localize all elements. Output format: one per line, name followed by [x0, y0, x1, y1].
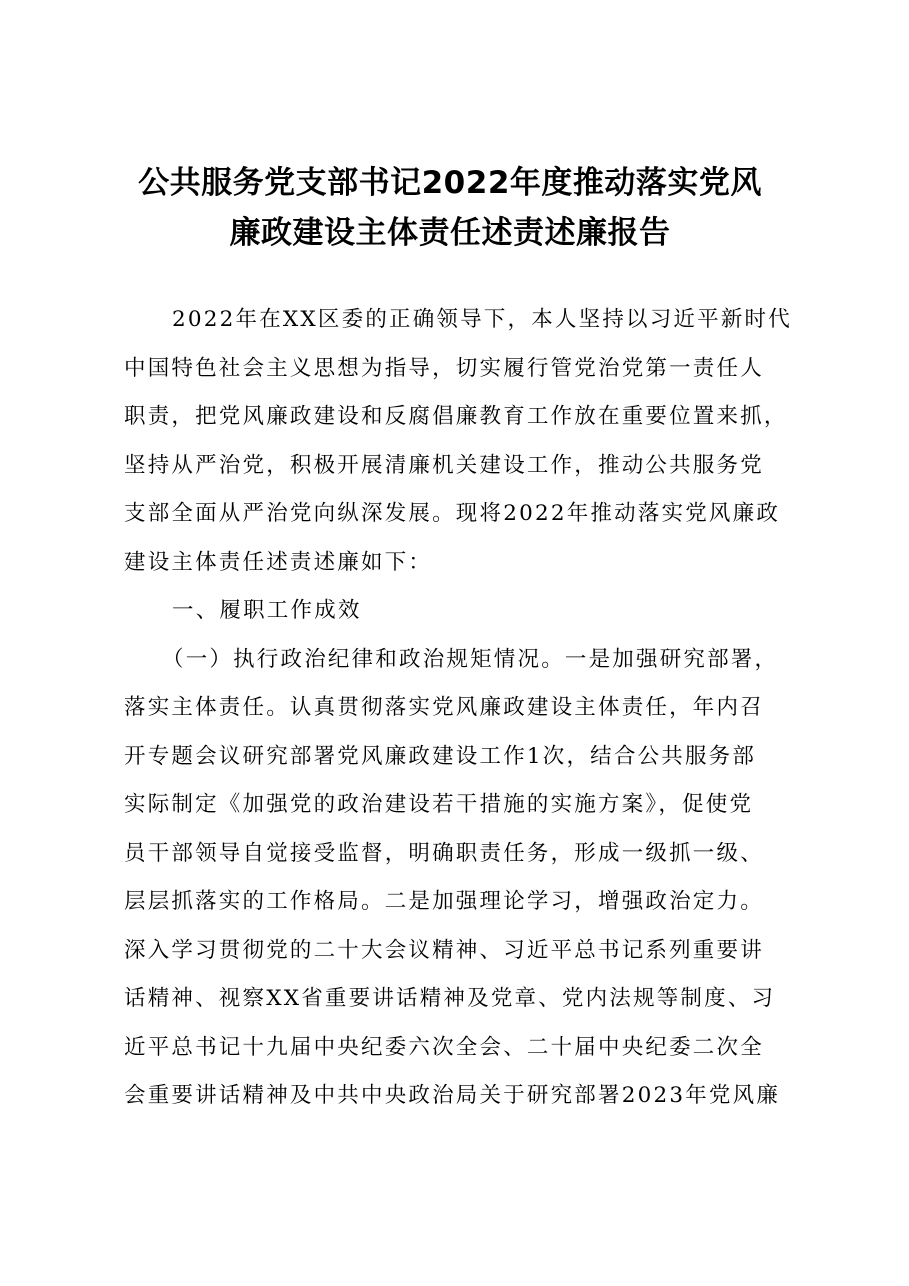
paragraph-line: 中国特色社会主义思想为指导，切实履行管党治党第一责任人: [124, 355, 764, 381]
paragraph-line: 2022年在XX区委的正确领导下，本人坚持以习近平新时代: [172, 307, 792, 332]
paragraph-line: 话精神、视察XX省重要讲话精神及党章、党内法规等制度、习: [124, 986, 776, 1011]
paragraph-line: 坚持从严治党，积极开展清廉机关建设工作，推动公共服务党: [124, 452, 764, 478]
section-heading: 一、履职工作成效: [172, 598, 362, 623]
title-line-1: 公共服务党支部书记2022年度推动落实党风: [138, 165, 762, 201]
paragraph-line: 职责，把党风廉政建设和反腐倡廉教育工作放在重要位置来抓，: [124, 404, 788, 429]
paragraph-intro: [124, 296, 804, 587]
paragraph-line: 员干部领导自觉接受监督，明确职责任务，形成一级抓一级、: [124, 840, 764, 866]
paragraph-line: 开专题会议研究部署党风廉政建设工作1次，结合公共服务部: [124, 743, 757, 769]
paragraph-line: 落实主体责任。认真贯彻落实党风廉政建设主体责任，年内召: [124, 695, 764, 720]
paragraph-line: 层层抓落实的工作格局。二是加强理论学习，增强政治定力。: [124, 889, 764, 914]
paragraph-line: 建设主体责任述责述廉如下：: [124, 549, 433, 575]
document-title: [100, 158, 800, 258]
paragraph-section-1: [124, 636, 804, 1121]
paragraph-line: 支部全面从严治党向纵深发展。现将2022年推动落实党风廉政: [124, 501, 781, 526]
paragraph-line: 实际制定《加强党的政治建设若干措施的实施方案》，促使党: [124, 792, 754, 817]
paragraph-line: 会重要讲话精神及中共中央政治局关于研究部署2023年党风廉: [124, 1083, 781, 1108]
document-body: [124, 296, 804, 1121]
paragraph-line: 近平总书记十九届中央纪委六次全会、二十届中央纪委二次全: [124, 1034, 764, 1060]
paragraph-line: 深入学习贯彻党的二十大会议精神、习近平总书记系列重要讲: [124, 937, 764, 963]
title-line-2: 廉政建设主体责任述责述廉报告: [229, 215, 671, 251]
paragraph-line: （一）执行政治纪律和政治规矩情况。一是加强研究部署，: [162, 646, 779, 672]
